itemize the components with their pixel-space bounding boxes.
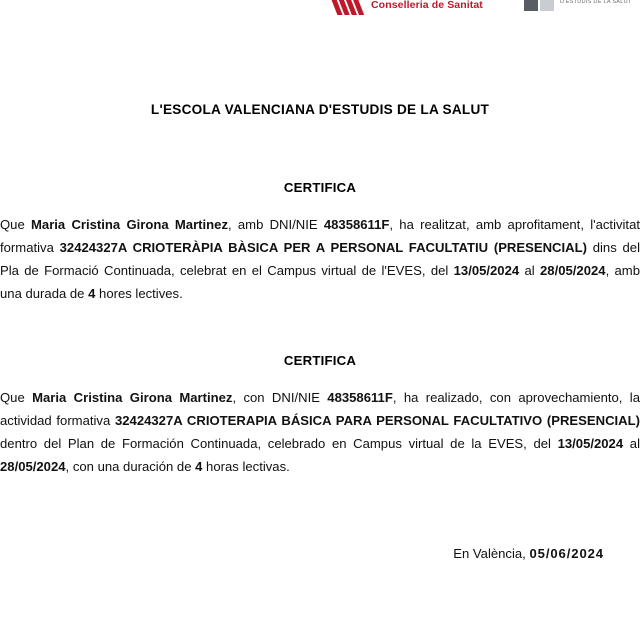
plan-text-es: dentro del Plan de Formación Continuada, celebrado en Campus virtual de la EVES, del: [0, 436, 558, 451]
conselleria-logo: [330, 0, 483, 15]
duration-text-va: , amb una durada de: [0, 263, 640, 301]
plan-text-va: dins del Pla de Formació Continuada, celebrat en el Campus virtual de l'EVES, del: [0, 240, 640, 278]
eves-square-dark: [524, 0, 538, 11]
dni-value-va: 48358611F: [323, 217, 390, 232]
student-name-es: Maria Cristina Girona Martinez: [32, 390, 233, 405]
conselleria-label: Conselleria de Sanitat: [371, 0, 483, 12]
date-sep-va: al: [519, 263, 541, 278]
date-start-es: 13/05/2024: [557, 436, 624, 451]
page-title: L'ESCOLA VALENCIANA D'ESTUDIS DE LA SALUT: [150, 102, 490, 117]
with-text-va: , amb: [228, 217, 270, 232]
date-end-es: 28/05/2024: [0, 459, 66, 474]
intro-text-es: Que: [0, 390, 33, 405]
eves-logo-squares: [524, 0, 554, 11]
eves-logo-label: D'ESTUDIS DE LA SALUT: [560, 0, 632, 6]
certificate-block-valencian: [0, 180, 640, 305]
certificate-text-spanish: [0, 386, 640, 478]
hours-va: 4: [88, 286, 96, 301]
document-header: [0, 0, 640, 26]
date-start-va: 13/05/2024: [453, 263, 520, 278]
eves-square-light: [540, 0, 554, 11]
hours-label-es: horas lectivas.: [202, 459, 290, 474]
date-end-va: 28/05/2024: [540, 263, 606, 278]
dni-value-es: 48358611F: [327, 390, 393, 405]
dni-label-es: DNI/NIE: [271, 390, 328, 405]
intro-text-va: Que: [0, 217, 31, 232]
duration-text-es: , con una duración de: [65, 459, 196, 474]
completion-text-va: , ha realitzat, amb aprofitament, l'activitat formativa: [0, 217, 640, 255]
date-sep-es: al: [623, 436, 640, 451]
signature-date: 05/06/2024: [529, 546, 604, 561]
certifica-heading-valencian: CERTIFICA: [283, 180, 357, 195]
student-name-va: Maria Cristina Girona Martinez: [31, 217, 228, 232]
certificate-block-spanish: [0, 353, 640, 478]
signature-place: En València,: [453, 546, 530, 561]
with-text-es: , con: [232, 390, 272, 405]
gva-chevron-icon: [330, 0, 364, 15]
certificate-text-valencian: [0, 213, 640, 305]
course-title-va: 32424327A CRIOTERÀPIA BÀSICA PER A PERSONAL FACULTATIU (PRESENCIAL): [59, 240, 587, 255]
completion-text-es: , ha realizado, con aprovechamiento, la actividad formativa: [0, 390, 640, 428]
certifica-heading-spanish: CERTIFICA: [283, 353, 357, 368]
signature-line: [0, 546, 604, 561]
eves-logo: [524, 0, 632, 11]
hours-es: 4: [195, 459, 203, 474]
dni-label-va: DNI/NIE: [269, 217, 324, 232]
course-title-es: 32424327A CRIOTERAPIA BÁSICA PARA PERSONAL FACULTATIVO (PRESENCIAL): [114, 413, 640, 428]
hours-label-va: hores lectives.: [95, 286, 183, 301]
